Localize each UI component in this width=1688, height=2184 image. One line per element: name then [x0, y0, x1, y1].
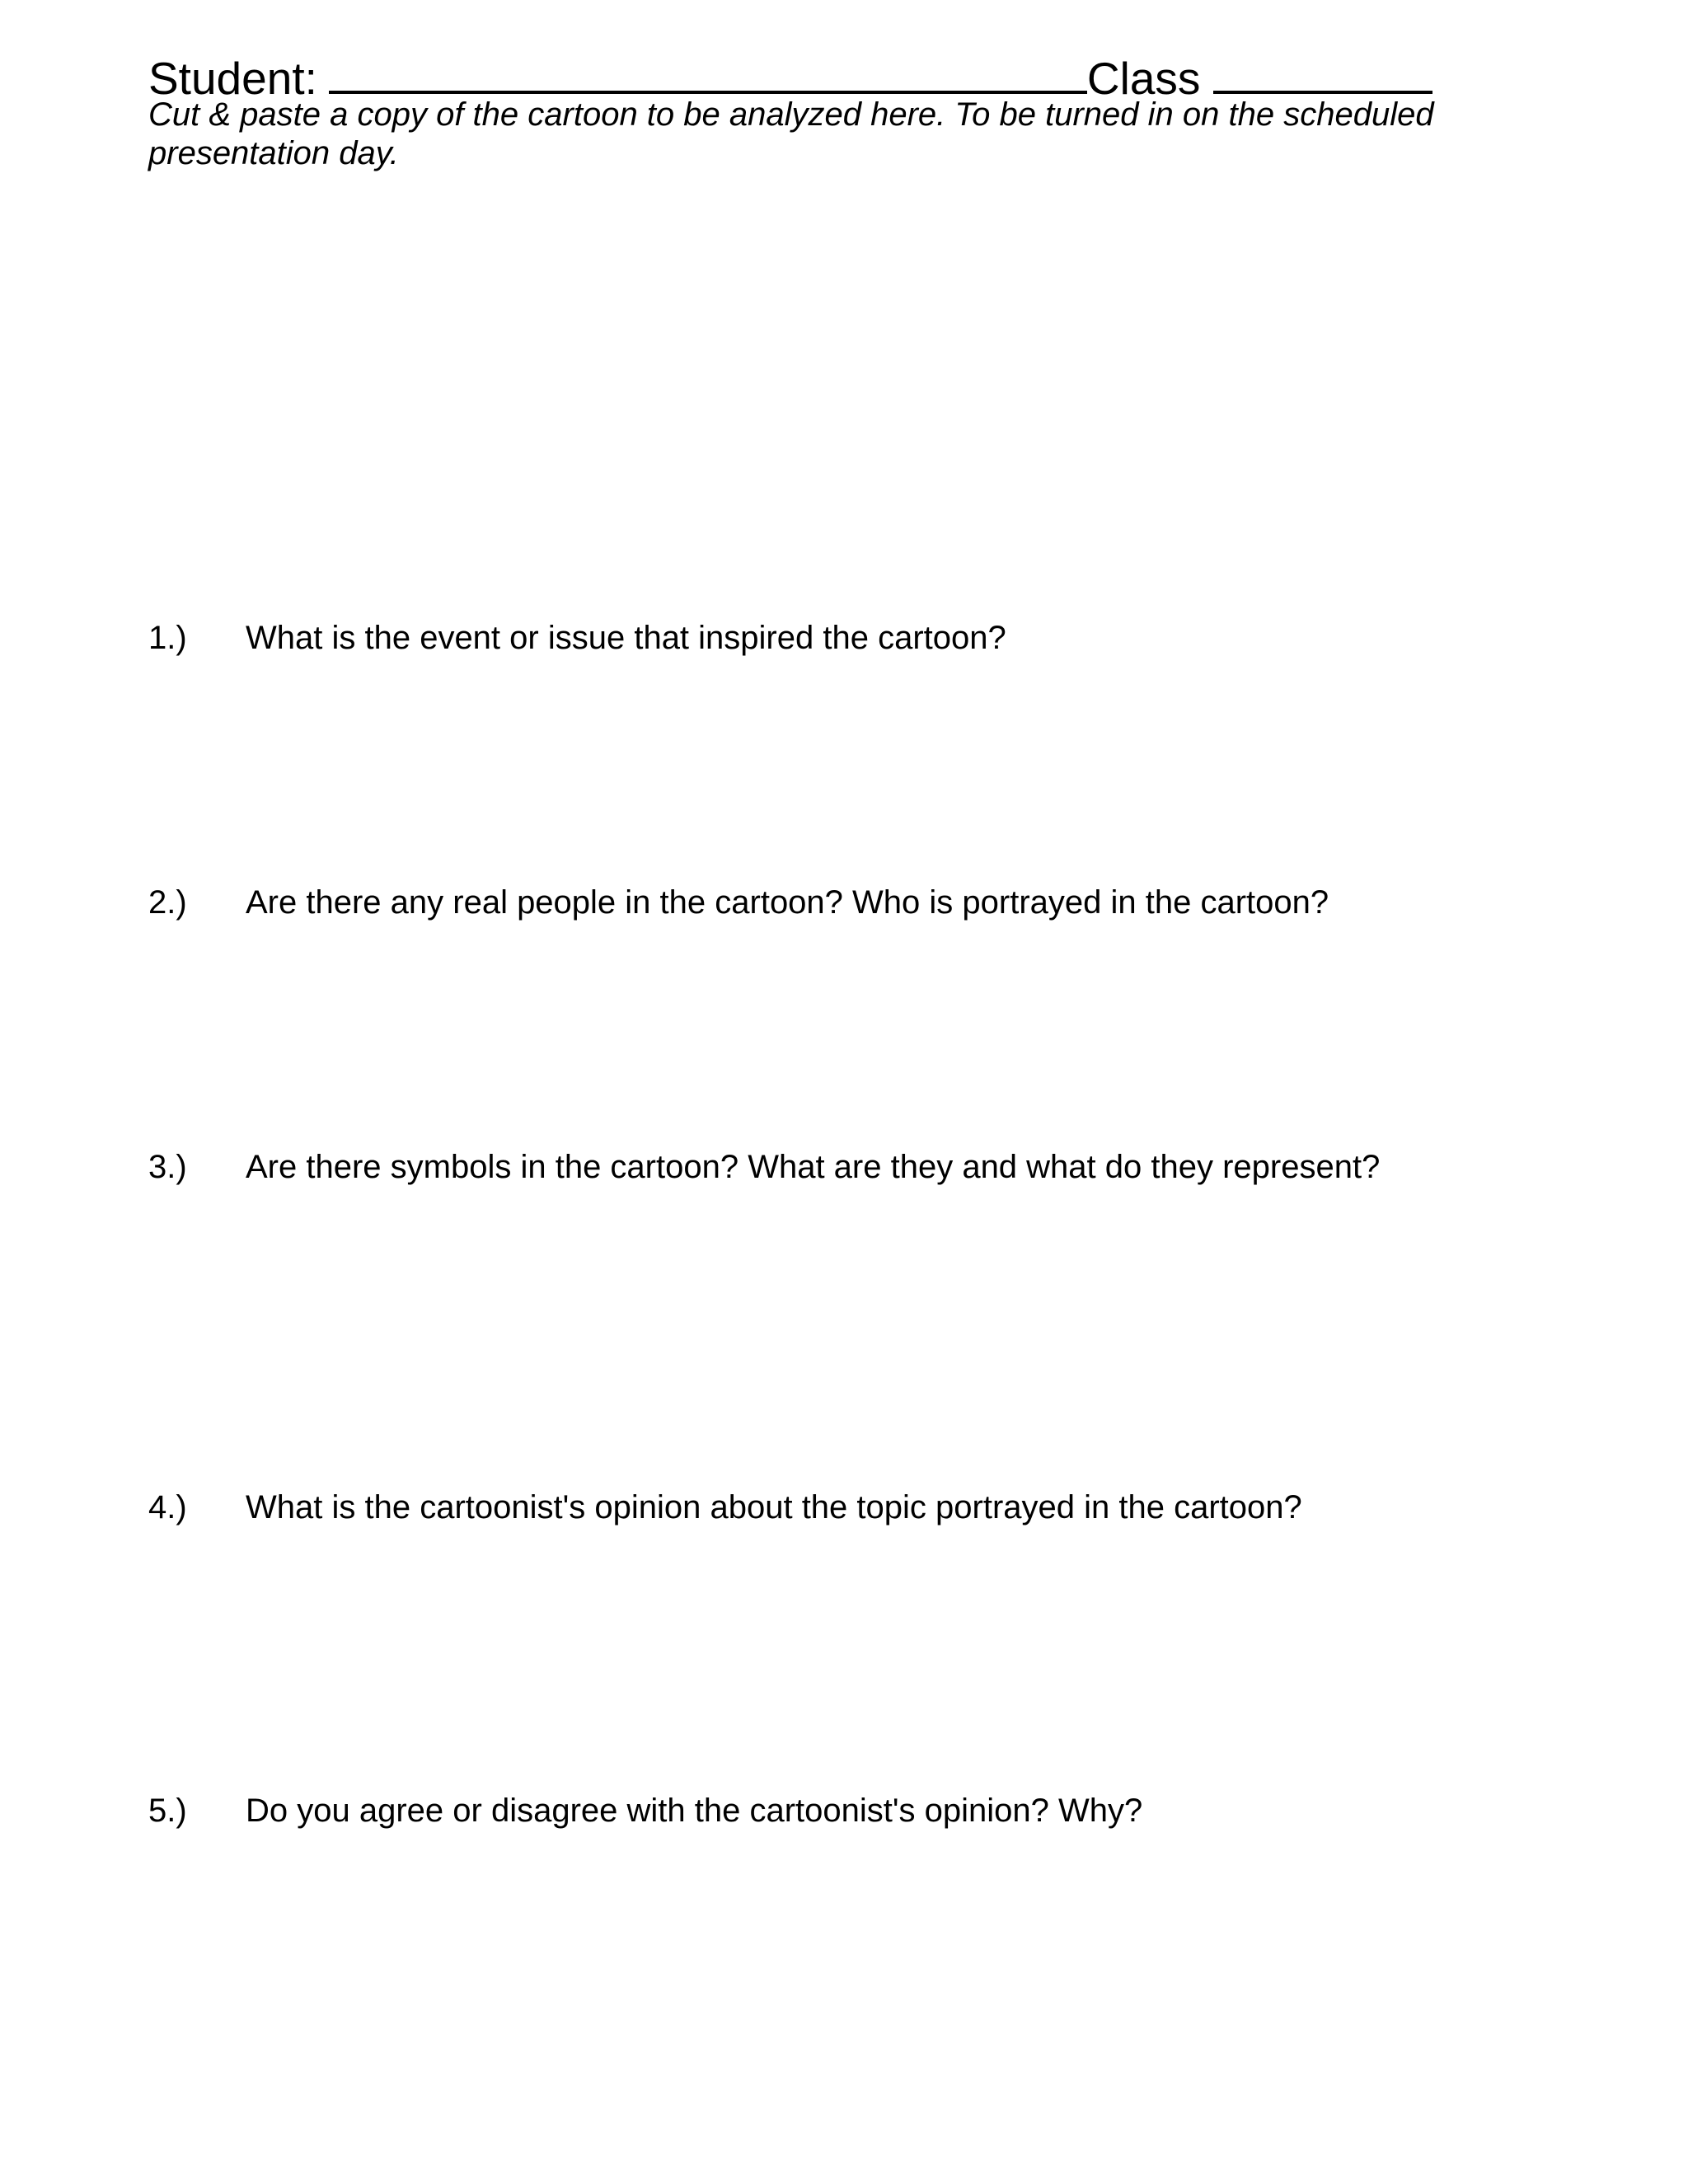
question-text: Are there symbols in the cartoon? What are they and what do they represent?	[246, 1149, 1381, 1185]
question-text: Are there any real people in the cartoon? Who is portrayed in the cartoon?	[246, 884, 1329, 921]
class-label: Class	[1086, 53, 1201, 104]
student-label: Student:	[148, 53, 317, 104]
answer-area-2[interactable]	[246, 931, 1548, 1129]
question-text: What is the cartoonist's opinion about the topic portrayed in the cartoon?	[246, 1489, 1302, 1526]
answer-area-1[interactable]	[246, 668, 1548, 865]
class-blank[interactable]	[1213, 48, 1432, 94]
question-3	[148, 1147, 1380, 1187]
answer-area-4[interactable]	[246, 1537, 1548, 1776]
question-number: 1.)	[148, 620, 187, 656]
question-number: 3.)	[148, 1149, 187, 1185]
answer-area-3[interactable]	[246, 1197, 1548, 1469]
question-1	[148, 618, 1006, 658]
question-number: 4.)	[148, 1489, 187, 1526]
question-text: Do you agree or disagree with the cartoonist's opinion? Why?	[246, 1793, 1143, 1829]
question-text: What is the event or issue that inspired the cartoon?	[246, 620, 1006, 656]
cartoon-paste-area[interactable]	[148, 185, 1550, 598]
student-name-blank[interactable]	[329, 48, 1087, 94]
answer-area-5[interactable]	[246, 1840, 1548, 2137]
question-2	[148, 883, 1329, 922]
question-5	[148, 1791, 1142, 1830]
question-4	[148, 1488, 1302, 1527]
question-number: 2.)	[148, 884, 187, 921]
question-number: 5.)	[148, 1793, 187, 1829]
instructions-text: Cut & paste a copy of the cartoon to be analyzed here. To be turned in on the scheduled presentation day.	[148, 96, 1434, 171]
